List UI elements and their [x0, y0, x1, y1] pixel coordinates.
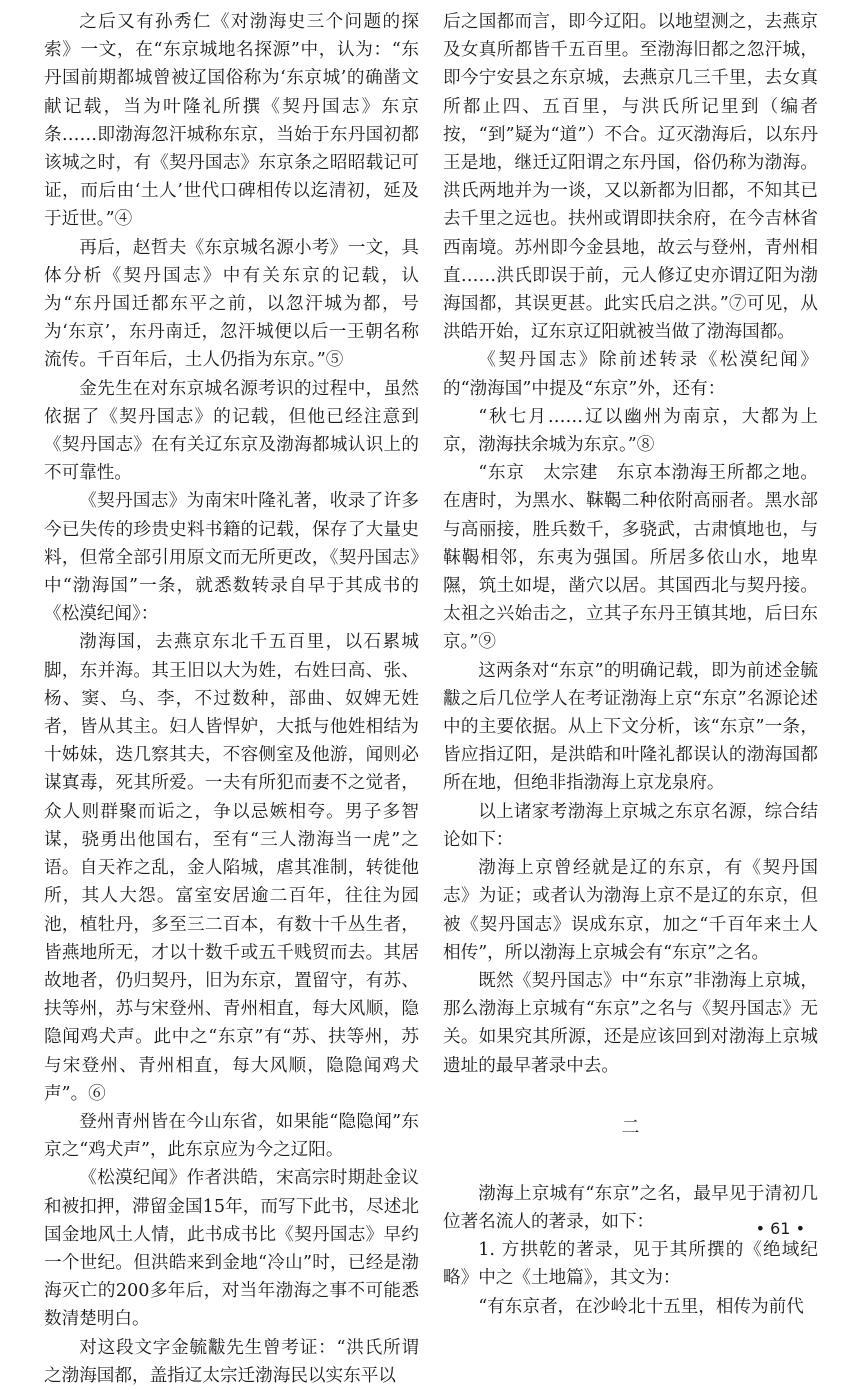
page-number: • 61 • — [755, 1219, 805, 1238]
paragraph: 渤海上京城有“东京”之名，最早见于清初几位著名流人的著录，如下： — [443, 1183, 818, 1232]
quoted-passage: “秋七月……辽以幽州为南京，大都为上京，渤海扶余城为东京。”⑧ — [443, 406, 818, 456]
quoted-passage: 渤海国，去燕京东北千五百里，以石累城脚，东并海。其王旧以大为姓，右姓曰高、张、杨、窦、乌、李，不过数种，部曲、奴婢无姓者，皆从其主。妇人皆悍妒，大抵与他姓相结为十姊妹，迭几察其夫，不容侧室及他游，闻则必谋寘毒，死其所爱。一夫有所犯而妻不之觉者，众人则群聚而诟之，争以忌嫉相夸。男子多智谋，骁勇出他国右，至有“三人渤海当一虎”之语。自天祚之乱，金人陷城，虐其准制，转徙他所，其人大怨。富室安居逾二百年，往往为园池，植牡丹，多至三二百本，有数十千丛生者，皆燕地所无，才以十数千或五千贱贸而去。其居故地者，仍归契丹，旧为东京，置留守，有苏、扶等州，苏与宋登州、青州相直，每大风顺，隐隐闻鸡犬声。此中之“东京”有“苏、扶等州，苏与宋登州、青州相直，每大风顺，隐隐闻鸡犬声”。⑥ — [44, 632, 419, 1104]
paragraph: 既然《契丹国志》中“东京”非渤海上京城，那么渤海上京城有“东京”之名与《契丹国志》无关。如果究其所源，还是应该回到对渤海上京城遗址的最早著录中去。 — [443, 970, 818, 1076]
paragraph: 再后，赵哲夫《东京城名源小考》一文，具体分析《契丹国志》中有关东京的记载，认为“东丹国迁都东平之前，以忽汗城为都，号为‘东京’，东丹南迁，忽汗城便以后一王朝名称流传。千百年后，土人仍指为东京。”⑤ — [44, 237, 419, 371]
paragraph: 之后又有孙秀仁《对渤海史三个问题的探索》一文，在“东京城地名探源”中，认为：“东丹国前期都城曾被辽国俗称为‘东京城’的确凿文献记载，当为叶隆礼所撰《契丹国志》东京条……即渤海忽汗城称东京，当始于东丹国初都该城之时，有《契丹国志》东京条之昭昭载记可证，而后由‘土人’世代口碑相传以迄清初，延及于近世。”④ — [44, 12, 419, 230]
paragraph: 《松漠纪闻》作者洪皓，宋高宗时期赴金议和被扣押，滞留金国15年，而写下此书，尽述北国金地风土人情，此书成书比《契丹国志》早约一个世纪。但洪皓来到金地“冷山”时，已经是渤海灭亡的200多年后，对当年渤海之事不可能悉数清楚明白。 — [44, 1168, 419, 1330]
paragraph: 这两条对“东京”的明确记载，即为前述金毓黻之后几位学人在考证渤海上京“东京”名源论述中的主要依据。从上下文分析，该“东京”一条，皆应指辽阳，是洪皓和叶隆礼都误认的渤海国都所在地，但绝非指渤海上京龙泉府。 — [443, 660, 818, 794]
paragraph: 《契丹国志》为南宋叶隆礼著，收录了许多今已失传的珍贵史料书籍的记载，保存了大量史料，但常全部引用原文而无所更改，《契丹国志》中“渤海国”一条，就悉数转录自早于其成书的《松漠纪闻》： — [44, 491, 419, 625]
left-column — [44, 8, 419, 1390]
paragraph: 以上诸家考渤海上京城之东京名源，综合结论如下： — [443, 801, 818, 850]
paragraph: 金先生在对东京城名源考识的过程中，虽然依据了《契丹国志》的记载，但他已经注意到《契丹国志》在有关辽东京及渤海都城认识上的不可靠性。 — [44, 378, 419, 484]
paragraph: 1. 方拱乾的著录，见于其所撰的《绝域纪略》中之《土地篇》，其文为： — [443, 1240, 818, 1289]
paragraph: 登州青州皆在今山东省，如果能“隐隐闻”东京之“鸡犬声”，此东京应为今之辽阳。 — [44, 1111, 419, 1161]
paragraph: 渤海上京曾经就是辽的东京，有《契丹国志》为证；或者认为渤海上京不是辽的东京，但被《契丹国志》误成东京，加之“千百年来土人相传”，所以渤海上京城会有“东京”之名。 — [443, 858, 818, 963]
paragraph: “有东京者，在沙岭北十五里，相传为前代 — [478, 1296, 804, 1317]
paragraph: 《契丹国志》除前述转录《松漠纪闻》的“渤海国”中提及“东京”外，还有： — [443, 350, 818, 399]
quoted-passage: “东京 太宗建 东京本渤海王所都之地。在唐时，为黑水、靺鞨二种依附高丽者。黑水部与高丽接，胜兵数千，多骁武，古肃慎地也，与靺鞨相邻，东夷为强国。所居多依山水，地卑隰，筑土如堤，凿穴以居。其国西北与契丹接。太祖之兴始击之，立其子东丹王镇其地，后曰东京。”⑨ — [443, 463, 818, 653]
paragraph: 后之国都而言，即今辽阳。以地望测之，去燕京及女真所都皆千五百里。至渤海旧都之忽汗城，即今宁安县之东京城，去燕京几三千里，去女真所都止四、五百里，与洪氏所记里到（编者按，“到”疑为“道”）不合。辽灭渤海后，以东丹王是地，继迁辽阳谓之东丹国，俗仍称为渤海。洪氏两地并为一谈，又以新都为旧都，不知其已去千里之远也。扶州或谓即扶余府，在今吉林省西南境。苏州即今金县地，故云与登州，青州相直……洪氏即误于前，元人修辽史亦谓辽阳为渤海国都，其误更甚。此实氏启之洪。”⑦可见，从洪皓开始，辽东京辽阳就被当做了渤海国都。 — [443, 12, 818, 343]
right-column — [443, 8, 818, 1321]
section-heading: 二 — [621, 1116, 640, 1138]
paragraph: 对这段文字金毓黻先生曾考证：“洪氏所谓之渤海国都，盖指辽太宗迁渤海民以实东平以 — [44, 1337, 419, 1386]
